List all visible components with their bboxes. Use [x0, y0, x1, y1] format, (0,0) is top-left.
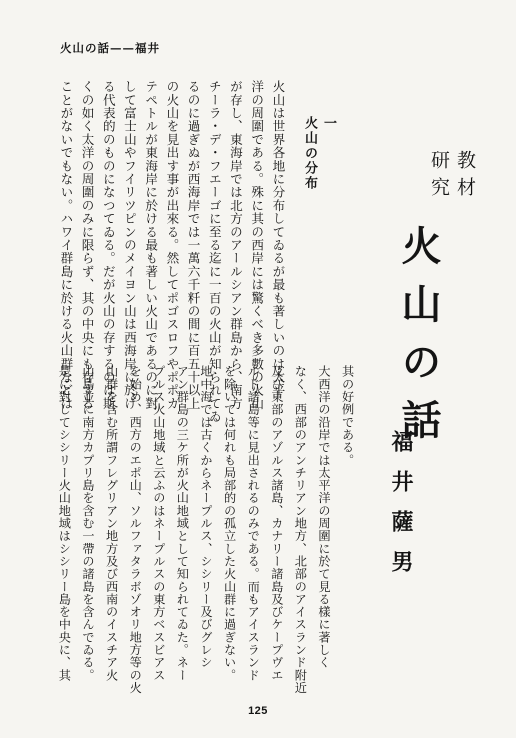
- text-column: 山島並に南方カプリ島を含む一帶の諸島を含んでゐる。: [81, 365, 95, 682]
- text-column: 火山は世界各地に分布してゐるが最も著しいのは太平: [270, 80, 286, 397]
- text-column: テペトルが東海岸に於ける最も著しい火山であるのに對: [143, 80, 159, 410]
- section-heading: [300, 116, 338, 191]
- text-column: 地中海では古くからネープルス、シシリー及びグレシ: [199, 365, 213, 669]
- section-number: 一: [321, 116, 336, 131]
- text-column: アン群島の三ケ所が火山地域として知られてゐた。ネー: [175, 365, 190, 682]
- text-column: 洋の周圍である。殊に其の西岸には驚くべき多數の火山: [249, 80, 265, 410]
- text-column: が存し、東海岸では北方のアールシアン群島から、南方: [227, 80, 243, 410]
- author-name: 福井薩男: [388, 430, 414, 590]
- running-head: 火山の話——福井: [60, 41, 160, 55]
- text-column: 山群を含む所謂フレグリアン地方及び西南のイスチア火: [104, 365, 119, 682]
- page-number: 125: [248, 705, 268, 717]
- text-column: 其の好例である。: [340, 365, 355, 467]
- text-column: なく、西部のアンチリアン地方、北部のアイスランド附近: [293, 365, 308, 694]
- text-column: チーラ・デ・フエーゴに至る迄に一百の火山が知られてゐ: [206, 80, 222, 424]
- text-column: を始め、西方のエポ山、ソルファタラボゾオリ地方等の火: [128, 365, 143, 694]
- body-text-lower: [55, 365, 365, 694]
- section-title: 火山の分布: [302, 116, 317, 191]
- text-column: プルス火山地域と云ふのはネープルスの東方ベスビアス: [151, 365, 166, 682]
- series-label-line-1: 教材: [454, 150, 476, 204]
- text-column: 是に對してシシリー火山地域はシシリー島を中央に、其: [57, 365, 72, 682]
- article-title: 火山の話: [395, 225, 442, 457]
- text-column: 及び東部のアゾルス諸島、カナリー諸島及びケープヴエ: [269, 365, 284, 682]
- text-column: を除いては何れも局部的の孤立した火山群に過ぎない。: [222, 365, 237, 682]
- text-column: 大西洋の沿岸では太平洋の周圍に於て見る樣に著しく: [317, 365, 331, 669]
- text-column: ことがないでもない。ハワイ群島に於ける火山群などは: [58, 80, 74, 410]
- text-column: る代表的のものになつてゐる。だが火山の存するのは斯: [100, 80, 116, 410]
- text-column: して富士山やフイリツピンのメイヨン山は西海岸に於け: [121, 80, 137, 410]
- text-column: ルド諸島等に見出されるのみである。而もアイスランド: [246, 365, 261, 682]
- text-column: くの如く太洋の周圍のみに限らず、其の中央にも存する: [79, 80, 95, 410]
- series-label-line-2: 研究: [428, 150, 450, 204]
- text-column: の火山を見出す事が出來る。然してポゴスロフやポポカ: [164, 80, 180, 410]
- body-text-upper: [58, 80, 292, 424]
- text-column: るのに過ぎぬが西海岸では一萬六千粁の間に百五十以上: [185, 80, 201, 410]
